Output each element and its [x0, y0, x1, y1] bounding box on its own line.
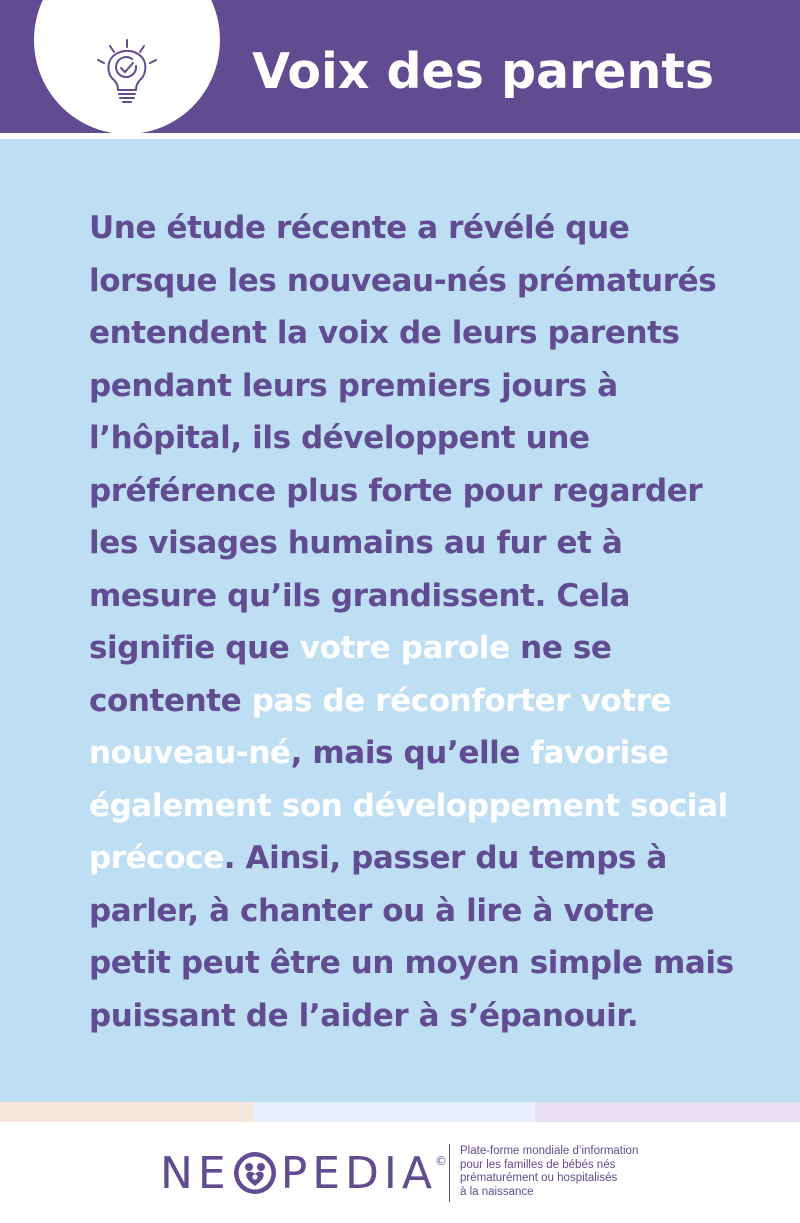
family-heart-icon [233, 1151, 277, 1195]
tagline-line: Plate-forme mondiale d’information [460, 1145, 639, 1157]
tagline-line: pour les familles de bébés nés [460, 1158, 616, 1171]
highlight-text: votre parole [299, 630, 510, 666]
lightbulb-check-icon [92, 38, 162, 108]
tagline-line: prématurément ou hospitalisés [460, 1172, 618, 1184]
content-panel [0, 139, 800, 1102]
text-segment: Une étude récente a révélé que lorsque les nouveau-nés prématurés entendent la voix de leurs parents pendant leurs premiers jours à l’hôpital, ils développent une préférence plus forte pour regarder les visages humains au fur et à mesure qu’ils grandissent. Cela signifie que [89, 210, 717, 666]
footer [0, 1122, 800, 1223]
logo-text-left: NE [160, 1147, 231, 1199]
logo-text-right: PEDIA [280, 1147, 438, 1199]
highlight-text: favorise également son développement social précoce [89, 735, 728, 876]
footer-divider [449, 1144, 450, 1202]
color-strip-peach [0, 1102, 253, 1122]
neopedia-logo [160, 1148, 447, 1198]
color-strip-lilac [535, 1102, 800, 1122]
header-bar [0, 0, 800, 133]
body-paragraph [89, 202, 739, 1042]
color-strip-blue [253, 1102, 535, 1122]
tagline-line: à la naissance [460, 1185, 534, 1198]
text-segment: . Ainsi, passer du temps à parler, à chanter ou à lire à votre petit peut être un moyen simple mais puissant de l’aider à s’épanouir. [89, 840, 734, 1034]
registered-mark: © [435, 1154, 448, 1168]
text-segment: , mais qu’elle [290, 735, 531, 771]
tagline [460, 1145, 660, 1199]
text-segment: ne se contente [89, 630, 612, 719]
highlight-text: pas de réconforter votre nouveau-né [89, 682, 672, 771]
icon-badge [34, 0, 220, 134]
page-title: Voix des parents [252, 43, 714, 100]
